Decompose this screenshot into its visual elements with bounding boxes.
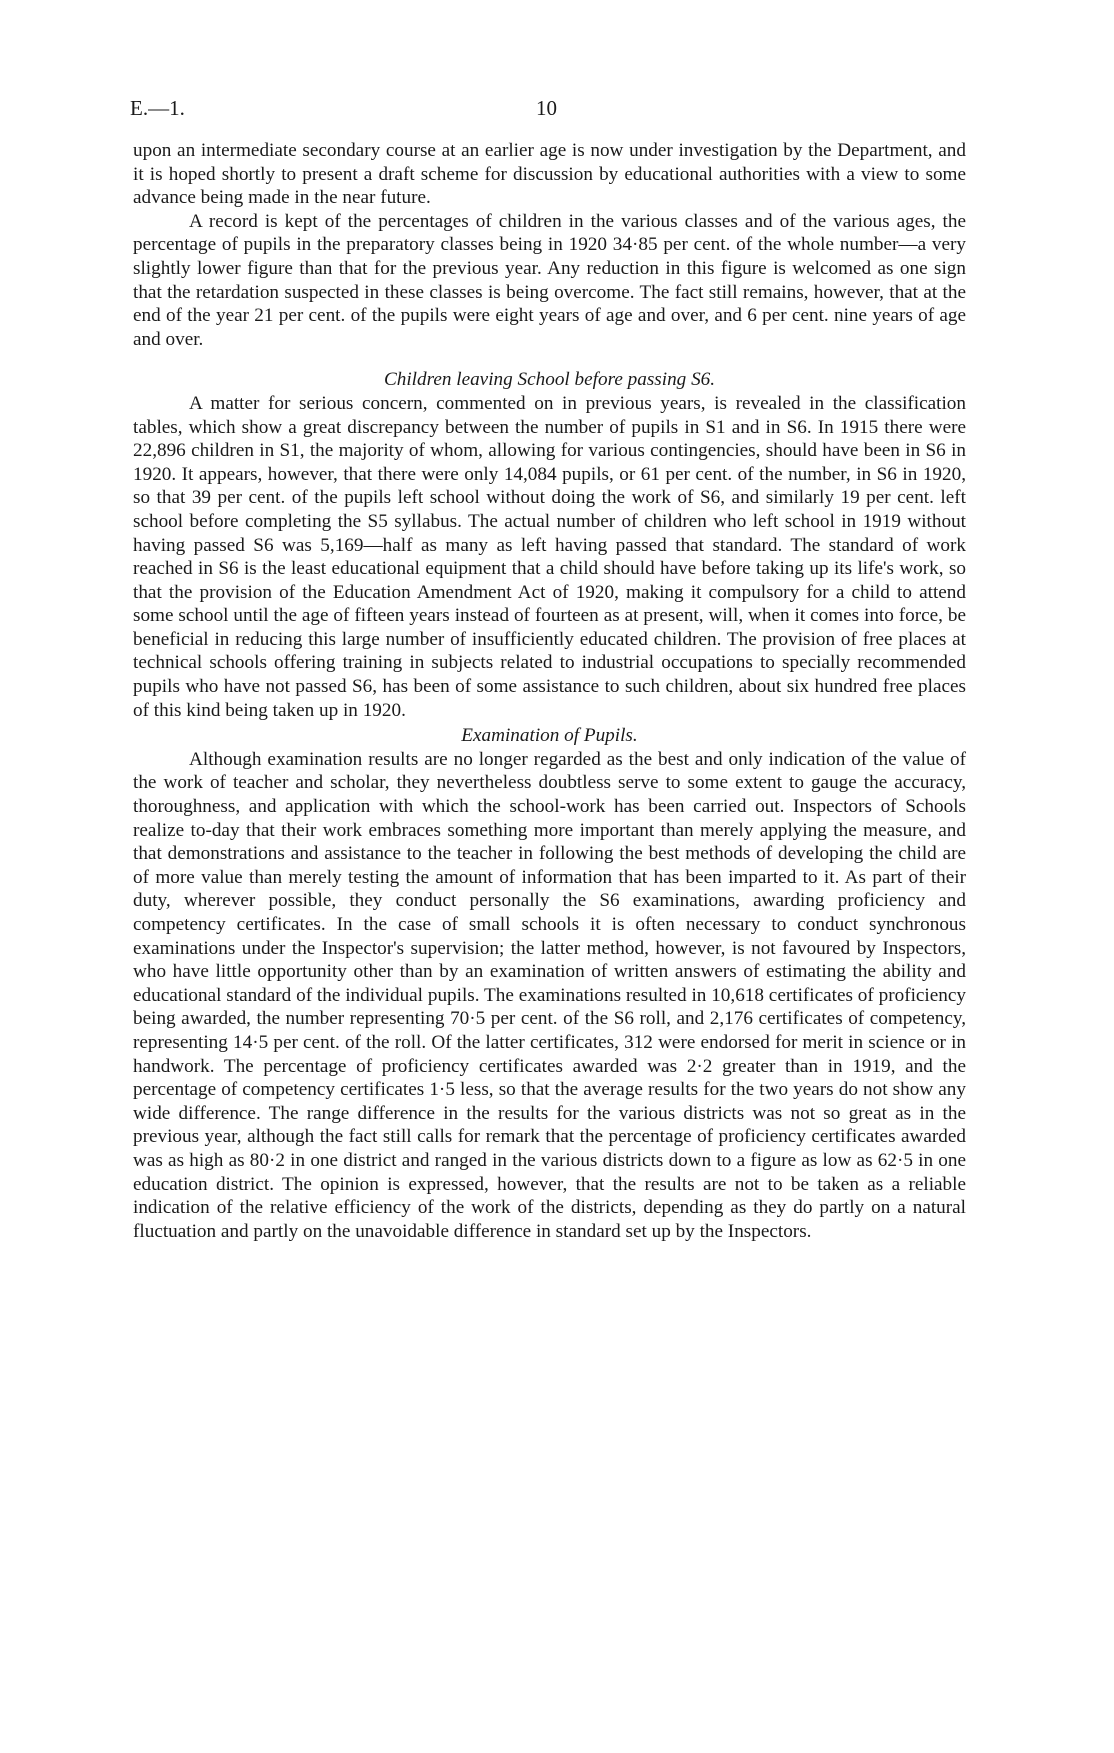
document-reference: E.—1. xyxy=(130,96,185,120)
paragraph-examination: Although examination results are no longer regarded as the best and only indication of the value of the work of teacher and scholar, they nevertheless doubtless serve to some extent to gauge the accuracy, thoroughness, and application with which the school-work has been carried out. Inspectors of Schools realize to-day that their work embraces something more important than merely applying the measure, and that demonstrations and assistance to the teacher in following the best methods of developing the child are of more value than merely testing the amount of information that has been imparted to it. As part of their duty, wherever possible, they conduct personally the S6 examinations, awarding proficiency and competency certificates. In the case of small schools it is often necessary to conduct synchronous examinations under the Inspector's supervision; the latter method, however, is not favoured by Inspectors, who have little opportunity other than by an examination of written answers of estimating the ability and educational standard of the individual pupils. The examinations resulted in 10,618 certificates of proficiency being awarded, the number representing 70·5 per cent. of the S6 roll, and 2,176 certificates of competency, representing 14·5 per cent. of the roll. Of the latter certificates, 312 were endorsed for merit in science or in handwork. The percentage of proficiency certificates awarded was 2·2 greater than in 1919, and the percentage of competency certificates 1·5 less, so that the average results for the two years do not show any wide difference. The range difference in the results for the various districts was not so great as in the previous year, although the fact still calls for remark that the percentage of proficiency certificates awarded was as high as 80·2 in one district and ranged in the various districts down to a figure as low as 62·5 in one education district. The opinion is expressed, however, that the results are not to be taken as a reliable indication of the relative efficiency of the work of the districts, depending as they do partly on a natural fluctuation and partly on the unavoidable difference in standard set up by the Inspectors. xyxy=(133,748,966,1242)
paragraph-children-leaving: A matter for serious concern, commented on in previous years, is revealed in the classification tables, which show a great discrepancy between the number of pupils in S1 and in S6. In 1915 there were 22,896 children in S1, the majority of whom, allowing for various contingencies, should have been in S6 in 1920. It appears, however, that there were only 14,084 pupils, or 61 per cent. of the number, in S6 in 1920, so that 39 per cent. of the pupils left school without doing the work of S6, and similarly 19 per cent. left school before completing the S5 syllabus. The actual number of children who left school in 1919 without having passed S6 was 5,169—half as many as left having passed that standard. The standard of work reached in S6 is the least educational equipment that a child should have before taking up its life's work, so that the provision of the Education Amendment Act of 1920, making it compulsory for a child to attend some school until the age of fifteen years instead of fourteen as at present, will, when it comes into force, be beneficial in reducing this large number of insufficiently educated children. The provision of free places at technical schools offering training in subjects related to industrial occupations to specially recommended pupils who have not passed S6, has been of some assistance to such children, about six hundred free places of this kind being taken up in 1920. xyxy=(133,392,966,721)
section-heading-examination: Examination of Pupils. xyxy=(461,725,638,747)
paragraph-continuation: upon an intermediate secondary course at an earlier age is now under investigation by the Department, and it is hoped shortly to present a draft scheme for discussion by educational authorities with a view to some advance being made in the near future. xyxy=(133,140,966,209)
page-number: 10 xyxy=(536,96,557,120)
section-heading-children-leaving: Children leaving School before passing S6. xyxy=(383,369,716,391)
document-body xyxy=(133,139,966,1243)
paragraph-percentages: A record is kept of the percentages of children in the various classes and of the various ages, the percentage of pupils in the preparatory classes being in 1920 34·85 per cent. of the whole number—a very slightly lower figure than that for the previous year. Any reduction in this figure is welcomed as one sign that the retardation suspected in these classes is being overcome. The fact still remains, however, that at the end of the year 21 per cent. of the pupils were eight years of age and over, and 6 per cent. nine years of age and over. xyxy=(133,210,966,350)
page-header xyxy=(130,93,966,123)
